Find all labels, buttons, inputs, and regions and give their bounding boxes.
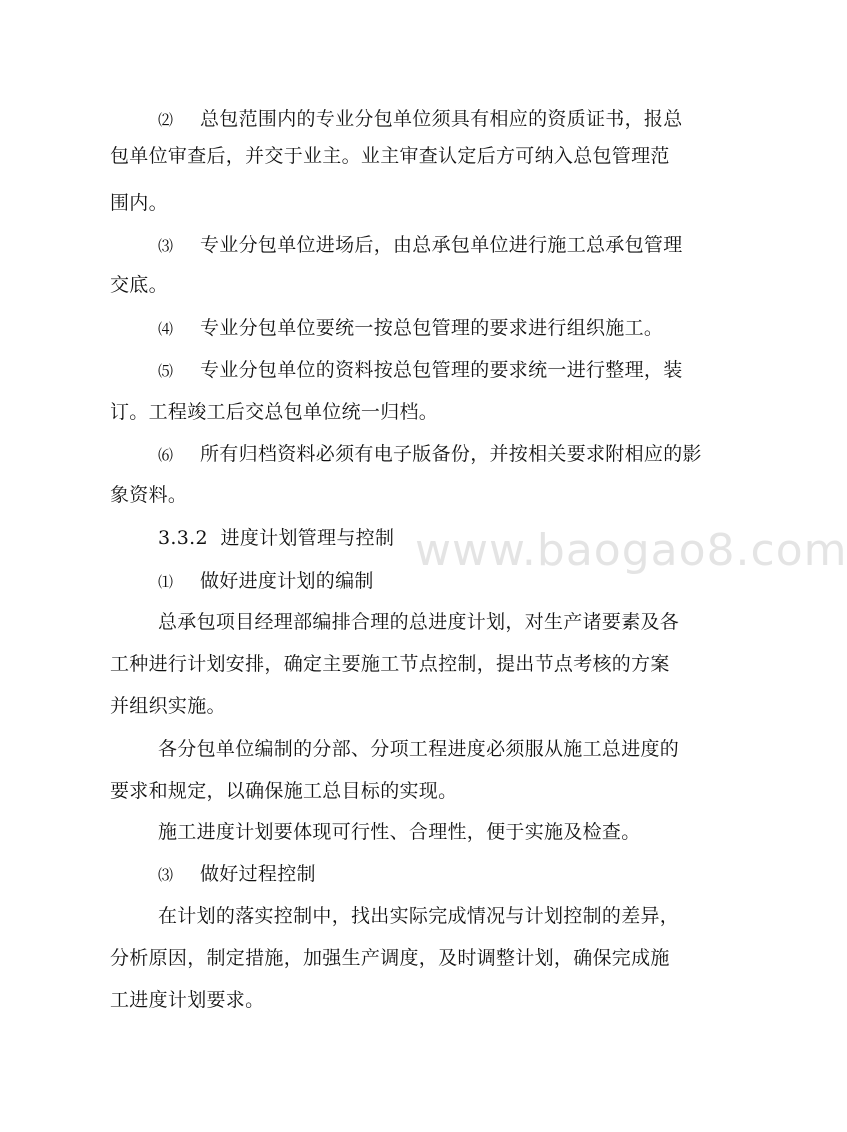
item-5-line-1 bbox=[158, 358, 683, 383]
item-6-line-1 bbox=[158, 442, 702, 467]
section-number: 3.3.2 bbox=[158, 527, 208, 549]
item-5-line-2: 订。工程竣工后交总包单位统一归档。 bbox=[110, 401, 439, 423]
paragraph-4-line-2: 分析原因，制定措施，加强生产调度，及时调整计划，确保完成施 bbox=[110, 947, 670, 969]
section-heading bbox=[158, 526, 394, 550]
paragraph-2-line-2: 要求和规定，以确保施工总目标的实现。 bbox=[110, 780, 458, 802]
subheading-1 bbox=[158, 569, 374, 594]
subheading-1-title: 做好进度计划的编制 bbox=[200, 570, 374, 592]
paragraph-1-line-2: 工种进行计划安排，确定主要施工节点控制，提出节点考核的方案 bbox=[110, 653, 670, 675]
item-3-text-1: 专业分包单位进场后，由总承包单位进行施工总承包管理 bbox=[200, 234, 683, 256]
item-2-text-1: 总包范围内的专业分包单位须具有相应的资质证书，报总 bbox=[200, 108, 683, 130]
item-6-line-2: 象资料。 bbox=[110, 484, 188, 506]
item-5-number: ⑸ bbox=[158, 362, 174, 380]
item-2-line-3: 围内。 bbox=[110, 192, 168, 214]
item-3-number: ⑶ bbox=[158, 237, 174, 255]
paragraph-1-line-1: 总承包项目经理部编排合理的总进度计划，对生产诸要素及各 bbox=[158, 611, 680, 633]
subheading-3-title: 做好过程控制 bbox=[200, 863, 316, 885]
item-2-line-2: 包单位审查后，并交于业主。业主审查认定后方可纳入总包管理范 bbox=[110, 145, 670, 167]
paragraph-2-line-1: 各分包单位编制的分部、分项工程进度必须服从施工总进度的 bbox=[158, 738, 680, 760]
item-4-line-1 bbox=[158, 316, 663, 341]
paragraph-4-line-3: 工进度计划要求。 bbox=[110, 989, 265, 1011]
paragraph-4-line-1: 在计划的落实控制中，找出实际完成情况与计划控制的差异， bbox=[158, 905, 680, 927]
section-title: 进度计划管理与控制 bbox=[220, 527, 395, 549]
item-2-line-1 bbox=[158, 107, 683, 132]
subheading-3 bbox=[158, 862, 316, 887]
watermark: www.baogao8.com bbox=[415, 525, 847, 576]
paragraph-1-line-3: 并组织实施。 bbox=[110, 695, 226, 717]
subheading-3-number: ⑶ bbox=[158, 866, 174, 884]
item-4-number: ⑷ bbox=[158, 320, 174, 338]
item-6-text-1: 所有归档资料必须有电子版备份，并按相关要求附相应的影 bbox=[200, 443, 702, 465]
item-5-text-1: 专业分包单位的资料按总包管理的要求统一进行整理，装 bbox=[200, 359, 683, 381]
paragraph-3-line-1: 施工进度计划要体现可行性、合理性，便于实施及检查。 bbox=[158, 821, 641, 843]
item-2-number: ⑵ bbox=[158, 111, 174, 129]
item-3-line-2: 交底。 bbox=[110, 274, 168, 296]
item-6-number: ⑹ bbox=[158, 446, 174, 464]
item-4-text-1: 专业分包单位要统一按总包管理的要求进行组织施工。 bbox=[200, 317, 664, 339]
subheading-1-number: ⑴ bbox=[158, 573, 174, 591]
item-3-line-1 bbox=[158, 233, 683, 258]
